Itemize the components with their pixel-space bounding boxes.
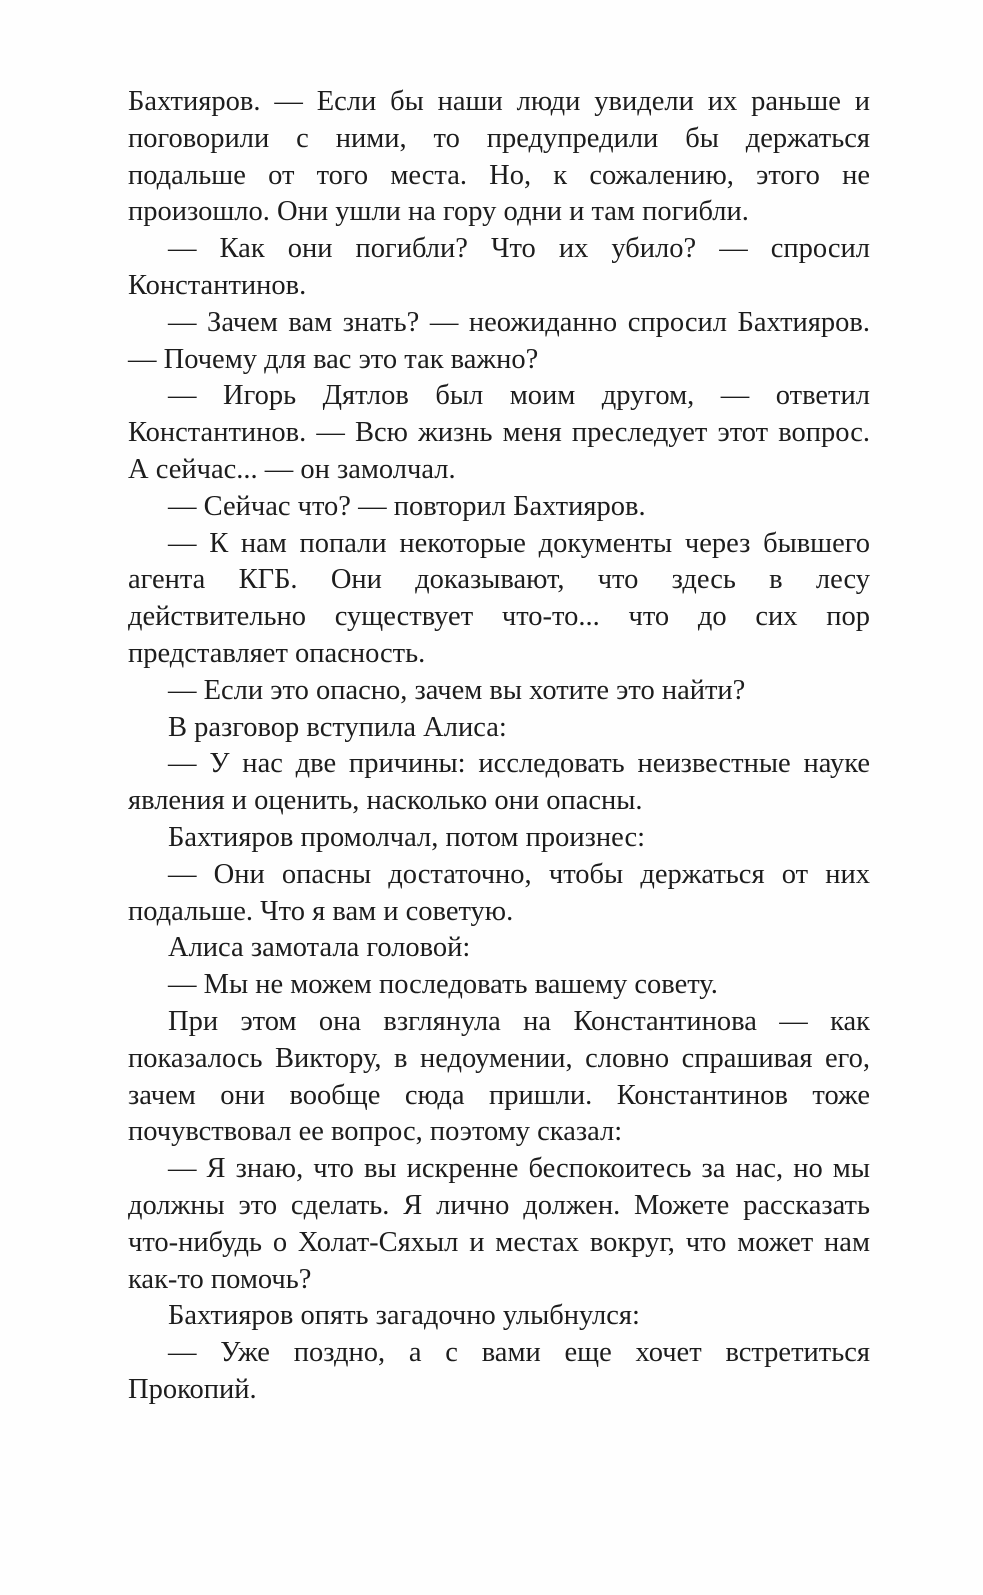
- paragraph: — У нас две причины: исследовать неизвестные науке явления и оценить, насколько они опасны.: [128, 748, 870, 817]
- paragraph: При этом она взглянула на Константинова — как показалось Виктору, в недоумении, словно спрашивая его, зачем они вообще сюда пришли. Константинов тоже почувствовал ее вопрос, поэтому сказал:: [128, 1005, 870, 1148]
- paragraph: Бахтияров опять загадочно улыбнулся:: [168, 1300, 640, 1332]
- paragraph: — Уже поздно, а с вами еще хочет встретиться Прокопий.: [128, 1337, 870, 1405]
- paragraph: — Мы не можем последовать вашему совету.: [168, 969, 718, 1001]
- paragraph: — Они опасны достаточно, чтобы держаться от них подальше. Что я вам и советую.: [128, 858, 870, 927]
- paragraph: — Игорь Дятлов был моим другом, — ответил Константинов. — Всю жизнь меня преследует этот вопрос. А сейчас... — он замолчал.: [128, 380, 870, 485]
- paragraph: — Как они погибли? Что их убило? — спросил Константинов.: [128, 233, 870, 301]
- paragraph: В разговор вступила Алиса:: [168, 711, 507, 743]
- paragraph: — Если это опасно, зачем вы хотите это найти?: [168, 674, 746, 706]
- paragraph: Бахтияров. — Если бы наши люди увидели их раньше и поговорили с ними, то предупредили бы держаться подальше от того места. Но, к сожалению, этого не произошло. Они ушли на гору одни и там погибли.: [128, 86, 870, 228]
- page-text: [128, 84, 870, 1409]
- paragraph: Бахтияров промолчал, потом произнес:: [168, 821, 646, 853]
- paragraph: Алиса замотала головой:: [168, 932, 471, 964]
- paragraph: — К нам попали некоторые документы через бывшего агента КГБ. Они доказывают, что здесь в лесу действительно существует что-то... что до сих пор представляет опасность.: [128, 527, 870, 669]
- paragraph: — Зачем вам знать? — неожиданно спросил Бахтияров. — Почему для вас это так важно?: [128, 306, 870, 375]
- paragraph: — Я знаю, что вы искренне беспокоитесь за нас, но мы должны это сделать. Я лично должен. Можете рассказать что-нибудь о Холат-Сяхыл и местах вокруг, что может нам как-то помочь?: [128, 1153, 870, 1295]
- paragraph: — Сейчас что? — повторил Бахтияров.: [168, 490, 646, 522]
